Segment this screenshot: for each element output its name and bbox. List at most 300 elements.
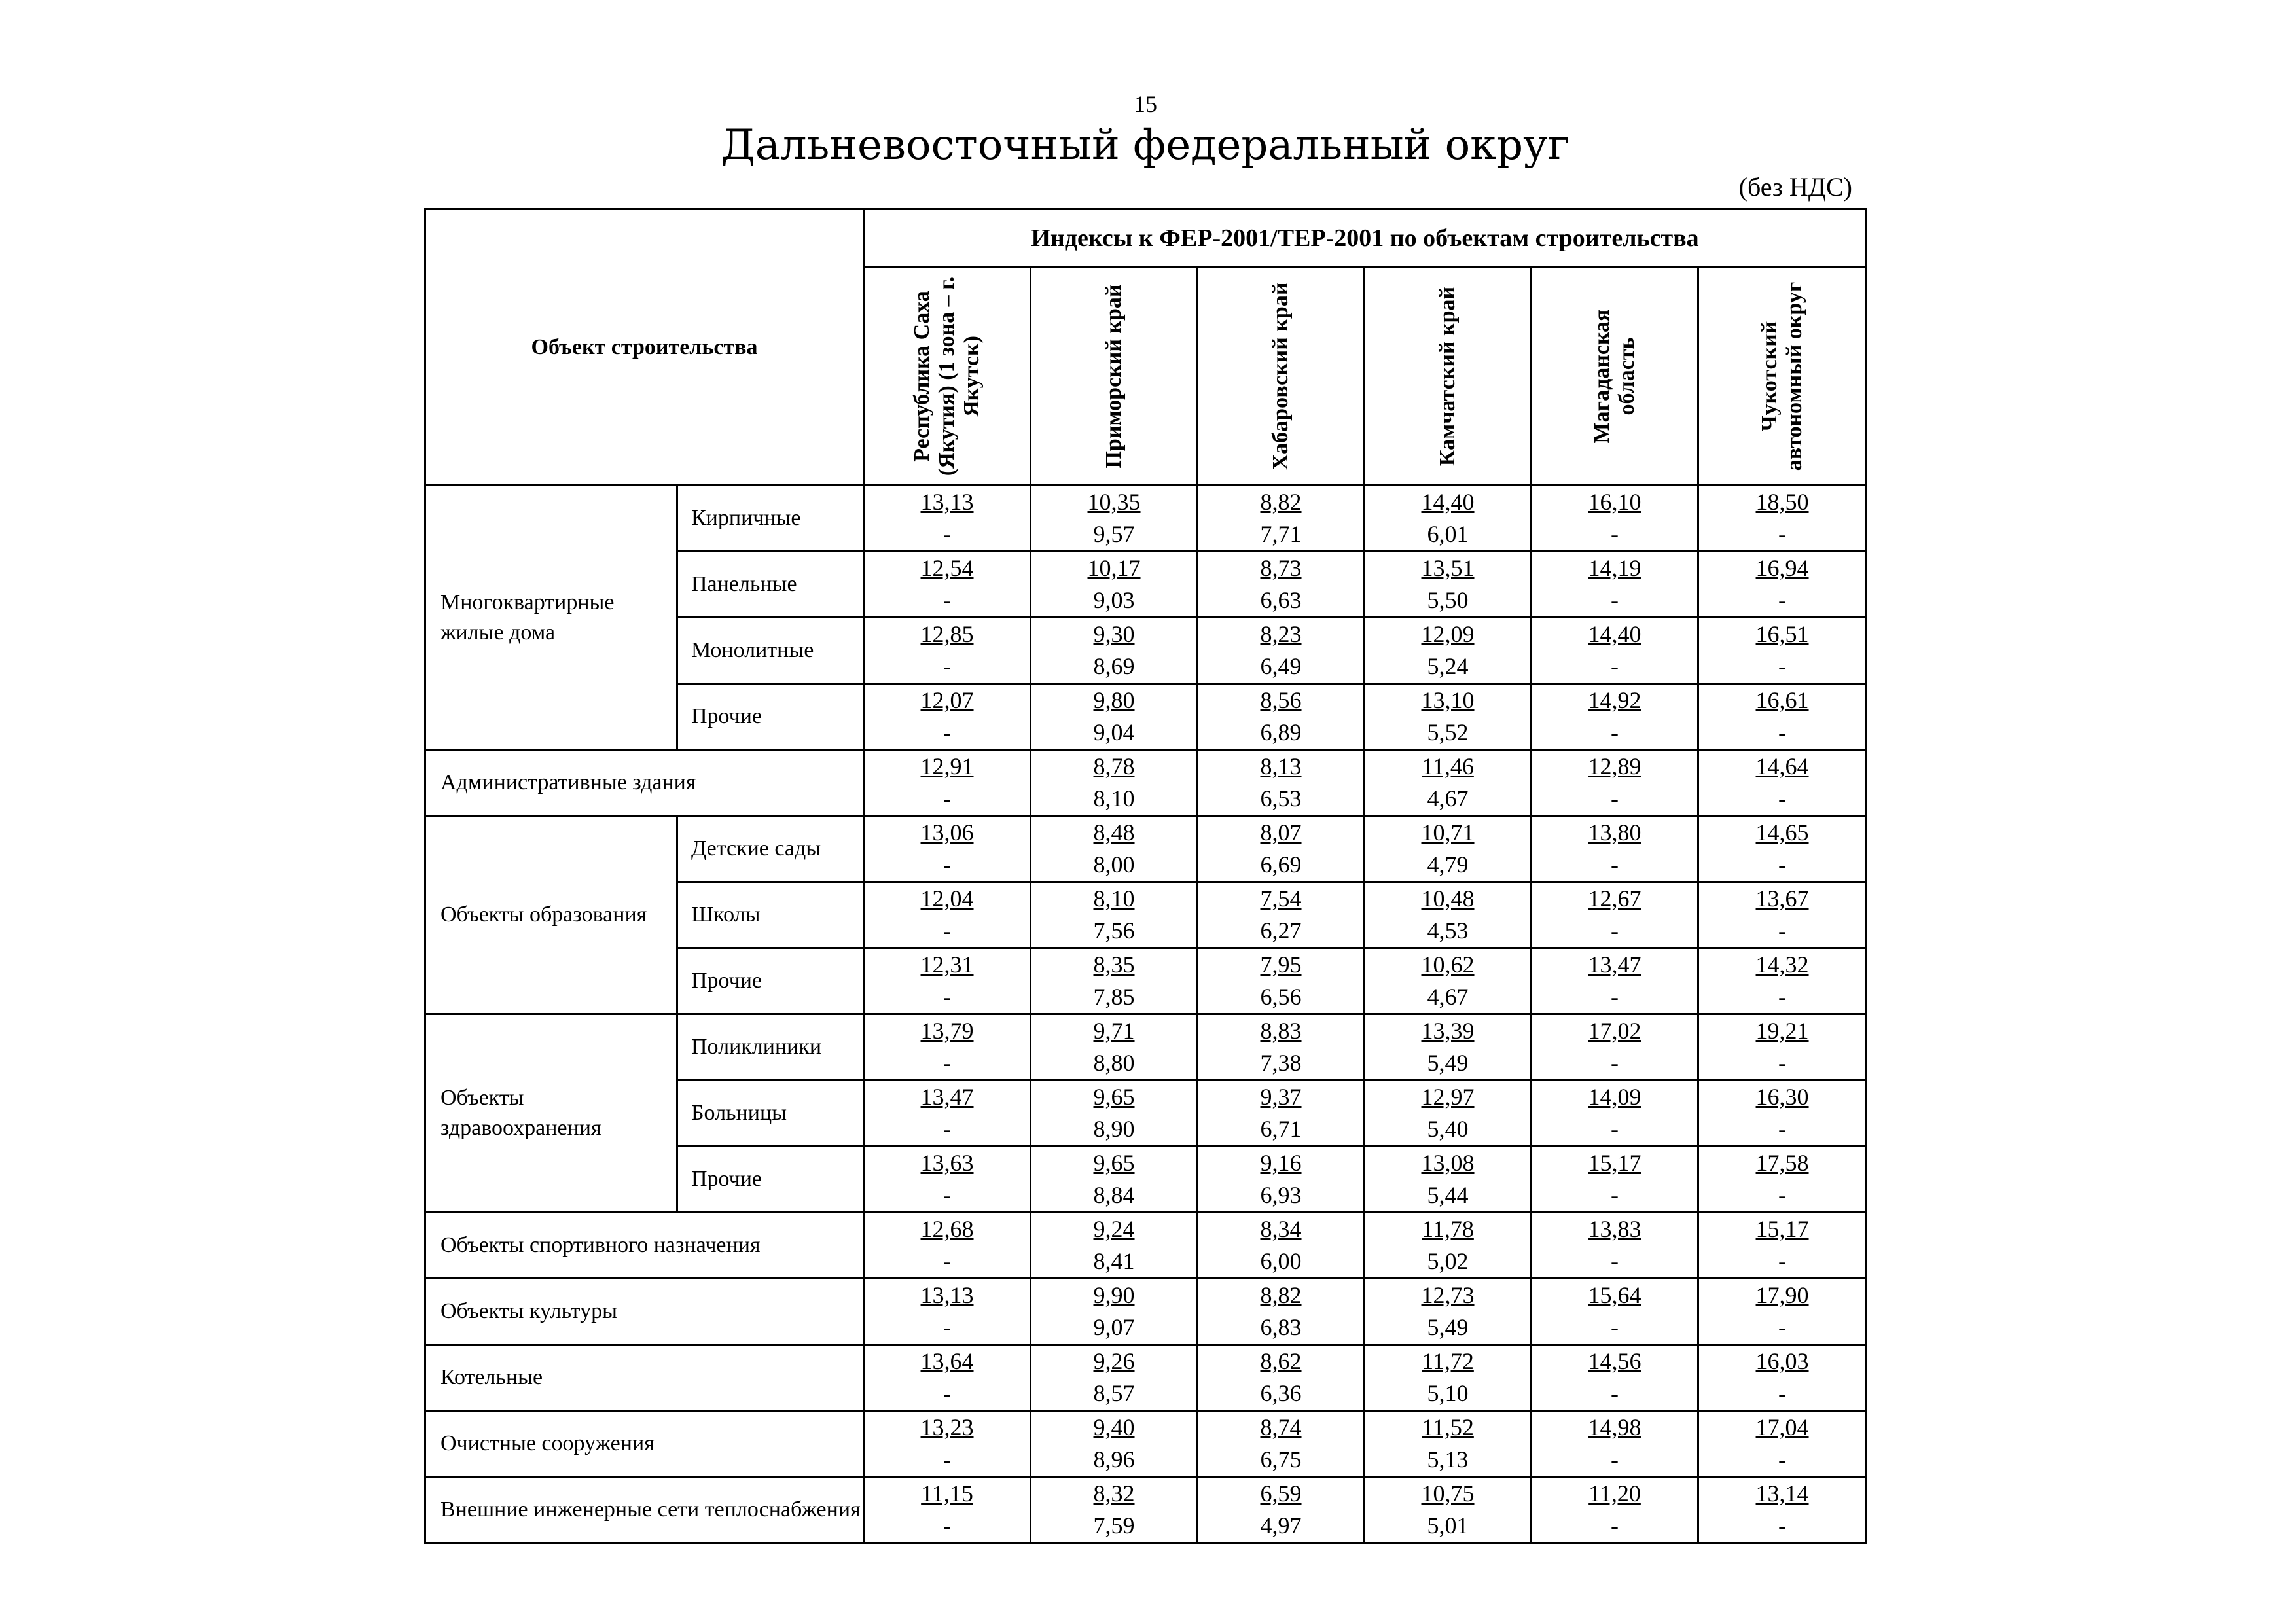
- index-value-secondary: -: [943, 1116, 952, 1142]
- index-cell: [864, 618, 1031, 684]
- index-value-secondary: -: [943, 719, 952, 745]
- index-value-primary: 17,04: [1755, 1414, 1809, 1440]
- index-value-primary: 15,17: [1755, 1216, 1809, 1242]
- index-value-primary: 13,39: [1421, 1018, 1475, 1044]
- index-value-primary: 8,73: [1260, 555, 1302, 581]
- index-value-primary: 9,24: [1093, 1216, 1135, 1242]
- index-cell: [1698, 816, 1867, 882]
- index-value-primary: 14,32: [1755, 952, 1809, 978]
- vat-note: (без НДС): [1738, 172, 1852, 202]
- index-value-primary: 17,58: [1755, 1150, 1809, 1176]
- index-value-primary: 9,65: [1093, 1084, 1135, 1110]
- index-value-primary: 11,72: [1422, 1348, 1474, 1374]
- index-value-primary: 11,15: [921, 1480, 973, 1507]
- index-cell: [864, 1213, 1031, 1279]
- index-cell: [1532, 1279, 1698, 1345]
- index-value-primary: 13,64: [920, 1348, 974, 1374]
- index-value-primary: 16,51: [1755, 621, 1809, 647]
- index-value-secondary: 5,50: [1427, 587, 1469, 613]
- index-value-primary: 13,13: [920, 489, 974, 515]
- index-value-secondary: -: [943, 1314, 952, 1340]
- index-value-secondary: -: [1611, 587, 1619, 613]
- index-value-primary: 17,90: [1755, 1282, 1809, 1308]
- index-cell: [1365, 1477, 1532, 1543]
- index-value-primary: 9,37: [1260, 1084, 1302, 1110]
- index-value-secondary: -: [943, 1050, 952, 1076]
- index-value-secondary: 4,53: [1427, 918, 1469, 944]
- index-value-primary: 14,40: [1421, 489, 1475, 515]
- index-value-secondary: -: [1611, 918, 1619, 944]
- index-value-primary: 13,08: [1421, 1150, 1475, 1176]
- page-number: 15: [1134, 91, 1157, 117]
- index-cell: [1532, 1014, 1698, 1080]
- index-cell: [864, 1014, 1031, 1080]
- index-cell: [1698, 1411, 1867, 1477]
- indices-header: Индексы к ФЕР-2001/ТЕР-2001 по объектам строительства: [864, 209, 1867, 268]
- subtype-label: Детские сады: [677, 816, 864, 882]
- index-value-secondary: -: [1778, 1050, 1787, 1076]
- index-value-primary: 8,62: [1260, 1348, 1302, 1374]
- index-cell: [1198, 816, 1365, 882]
- index-value-secondary: 5,49: [1427, 1314, 1469, 1340]
- table-row: [425, 1014, 1867, 1080]
- index-value-primary: 8,34: [1260, 1216, 1302, 1242]
- index-value-primary: 8,56: [1260, 687, 1302, 713]
- index-value-secondary: -: [1778, 1446, 1787, 1472]
- index-value-secondary: -: [943, 1182, 952, 1208]
- region-header: Приморский край: [1031, 268, 1198, 486]
- index-cell: [1532, 1345, 1698, 1411]
- index-value-primary: 12,73: [1421, 1282, 1475, 1308]
- index-cell: [1198, 1014, 1365, 1080]
- index-value-secondary: -: [1611, 1380, 1619, 1406]
- index-value-secondary: -: [1611, 1116, 1619, 1142]
- subtype-label: Монолитные: [677, 618, 864, 684]
- index-cell: [1031, 552, 1198, 618]
- index-cell: [1365, 486, 1532, 552]
- index-cell: [864, 684, 1031, 750]
- index-value-secondary: 7,85: [1093, 984, 1135, 1010]
- index-cell: [1031, 1080, 1198, 1147]
- index-value-secondary: 5,52: [1427, 719, 1469, 745]
- index-value-secondary: 8,00: [1093, 851, 1135, 878]
- index-cell: [1532, 552, 1698, 618]
- index-value-secondary: 6,27: [1260, 918, 1302, 944]
- index-value-secondary: -: [1611, 1050, 1619, 1076]
- index-value-secondary: 8,84: [1093, 1182, 1135, 1208]
- index-value-primary: 13,13: [920, 1282, 974, 1308]
- index-value-primary: 8,74: [1260, 1414, 1302, 1440]
- index-value-secondary: -: [943, 1446, 952, 1472]
- index-value-primary: 14,65: [1755, 819, 1809, 846]
- index-value-secondary: 4,79: [1427, 851, 1469, 878]
- region-header: Чукотский автономный округ: [1698, 268, 1867, 486]
- index-value-primary: 10,71: [1421, 819, 1475, 846]
- index-value-primary: 6,59: [1260, 1480, 1302, 1507]
- region-header: Хабаровский край: [1198, 268, 1365, 486]
- region-header: Камчатский край: [1365, 268, 1532, 486]
- index-cell: [1031, 816, 1198, 882]
- index-value-secondary: 9,03: [1093, 587, 1135, 613]
- index-value-primary: 12,54: [920, 555, 974, 581]
- index-cell: [1698, 1345, 1867, 1411]
- index-value-secondary: 5,40: [1427, 1116, 1469, 1142]
- index-value-secondary: -: [1778, 1248, 1787, 1274]
- index-value-secondary: -: [943, 785, 952, 812]
- index-value-primary: 7,54: [1260, 885, 1302, 912]
- index-cell: [1198, 750, 1365, 816]
- subtype-label: Школы: [677, 882, 864, 948]
- index-value-primary: 13,51: [1421, 555, 1475, 581]
- index-value-primary: 16,10: [1588, 489, 1641, 515]
- index-value-primary: 13,67: [1755, 885, 1809, 912]
- index-cell: [1532, 684, 1698, 750]
- index-value-secondary: -: [1611, 984, 1619, 1010]
- subtype-label: Прочие: [677, 1147, 864, 1213]
- index-value-secondary: -: [1611, 1446, 1619, 1472]
- index-value-secondary: 6,00: [1260, 1248, 1302, 1274]
- index-cell: [864, 750, 1031, 816]
- index-value-primary: 16,61: [1755, 687, 1809, 713]
- object-label: Очистные сооружения: [425, 1411, 864, 1477]
- index-value-secondary: 5,13: [1427, 1446, 1469, 1472]
- index-cell: [864, 1147, 1031, 1213]
- index-value-secondary: 5,02: [1427, 1248, 1469, 1274]
- index-value-primary: 8,82: [1260, 1282, 1302, 1308]
- index-cell: [1698, 1477, 1867, 1543]
- index-cell: [1198, 1477, 1365, 1543]
- index-value-primary: 13,10: [1421, 687, 1475, 713]
- index-value-secondary: 8,41: [1093, 1248, 1135, 1274]
- index-value-secondary: -: [1778, 918, 1787, 944]
- index-value-primary: 12,31: [920, 952, 974, 978]
- index-value-secondary: -: [943, 984, 952, 1010]
- object-label: Объекты спортивного назначения: [425, 1213, 864, 1279]
- index-cell: [1198, 618, 1365, 684]
- index-cell: [1698, 1279, 1867, 1345]
- index-value-secondary: -: [1778, 785, 1787, 812]
- index-cell: [864, 486, 1031, 552]
- index-value-secondary: 8,90: [1093, 1116, 1135, 1142]
- index-value-secondary: 7,59: [1093, 1512, 1135, 1539]
- index-cell: [1198, 1345, 1365, 1411]
- index-cell: [1198, 1279, 1365, 1345]
- index-cell: [1365, 948, 1532, 1014]
- index-value-primary: 13,79: [920, 1018, 974, 1044]
- index-cell: [864, 1345, 1031, 1411]
- index-cell: [864, 816, 1031, 882]
- index-value-secondary: 6,53: [1260, 785, 1302, 812]
- index-value-primary: 8,83: [1260, 1018, 1302, 1044]
- index-cell: [1031, 618, 1198, 684]
- index-value-secondary: -: [1778, 1116, 1787, 1142]
- object-label: Внешние инженерные сети теплоснабжения: [425, 1477, 864, 1543]
- index-cell: [1365, 552, 1532, 618]
- index-value-secondary: -: [1778, 653, 1787, 679]
- index-value-primary: 13,47: [920, 1084, 974, 1110]
- index-value-primary: 12,89: [1588, 753, 1641, 779]
- object-label: Котельные: [425, 1345, 864, 1411]
- index-value-secondary: -: [1778, 1512, 1787, 1539]
- index-value-secondary: 6,69: [1260, 851, 1302, 878]
- index-cell: [1198, 1411, 1365, 1477]
- index-value-primary: 10,17: [1087, 555, 1141, 581]
- index-value-secondary: -: [943, 1248, 952, 1274]
- index-value-primary: 9,30: [1093, 621, 1135, 647]
- index-value-secondary: 4,67: [1427, 785, 1469, 812]
- index-value-secondary: -: [1611, 785, 1619, 812]
- index-value-secondary: 6,36: [1260, 1380, 1302, 1406]
- index-value-secondary: 8,10: [1093, 785, 1135, 812]
- index-value-secondary: 6,75: [1260, 1446, 1302, 1472]
- index-cell: [864, 948, 1031, 1014]
- index-cell: [1198, 948, 1365, 1014]
- index-cell: [1532, 948, 1698, 1014]
- index-value-secondary: -: [1778, 1314, 1787, 1340]
- index-value-secondary: -: [943, 587, 952, 613]
- index-cell: [1031, 1014, 1198, 1080]
- index-cell: [1031, 1279, 1198, 1345]
- index-value-secondary: -: [1611, 521, 1619, 547]
- index-value-primary: 12,91: [920, 753, 974, 779]
- index-cell: [1031, 750, 1198, 816]
- index-cell: [1698, 948, 1867, 1014]
- index-value-primary: 19,21: [1755, 1018, 1809, 1044]
- index-value-secondary: 6,56: [1260, 984, 1302, 1010]
- index-value-primary: 16,30: [1755, 1084, 1809, 1110]
- index-value-primary: 13,63: [920, 1150, 974, 1176]
- index-value-secondary: 6,49: [1260, 653, 1302, 679]
- subtype-label: Панельные: [677, 552, 864, 618]
- index-value-primary: 8,10: [1093, 885, 1135, 912]
- group-label: Объекты здравоохранения: [425, 1014, 677, 1213]
- index-cell: [1365, 1147, 1532, 1213]
- index-value-primary: 14,64: [1755, 753, 1809, 779]
- subtype-label: Поликлиники: [677, 1014, 864, 1080]
- index-value-primary: 14,98: [1588, 1414, 1641, 1440]
- index-value-secondary: 6,71: [1260, 1116, 1302, 1142]
- index-value-primary: 11,46: [1422, 753, 1474, 779]
- index-cell: [1698, 618, 1867, 684]
- index-value-secondary: 7,56: [1093, 918, 1135, 944]
- index-value-primary: 10,35: [1087, 489, 1141, 515]
- index-value-primary: 10,48: [1421, 885, 1475, 912]
- index-cell: [1198, 1080, 1365, 1147]
- index-value-primary: 8,48: [1093, 819, 1135, 846]
- index-value-secondary: -: [1778, 719, 1787, 745]
- index-cell: [1532, 882, 1698, 948]
- index-value-secondary: -: [1778, 521, 1787, 547]
- subtype-label: Прочие: [677, 948, 864, 1014]
- index-value-primary: 9,90: [1093, 1282, 1135, 1308]
- index-cell: [1532, 1147, 1698, 1213]
- region-header: Республика Саха (Якутия) (1 зона – г. Якутск): [864, 268, 1031, 486]
- index-value-secondary: -: [943, 521, 952, 547]
- index-value-primary: 12,09: [1421, 621, 1475, 647]
- index-value-primary: 11,20: [1588, 1480, 1641, 1507]
- table-row: [425, 1213, 1867, 1279]
- index-cell: [1031, 948, 1198, 1014]
- index-value-primary: 8,78: [1093, 753, 1135, 779]
- table-row: [425, 486, 1867, 552]
- index-cell: [1031, 1213, 1198, 1279]
- subtype-label: Больницы: [677, 1080, 864, 1147]
- index-value-secondary: 9,07: [1093, 1314, 1135, 1340]
- index-value-primary: 10,75: [1421, 1480, 1475, 1507]
- index-value-primary: 8,13: [1260, 753, 1302, 779]
- index-cell: [1532, 1213, 1698, 1279]
- table-row: [425, 1279, 1867, 1345]
- index-value-primary: 12,97: [1421, 1084, 1475, 1110]
- index-cell: [1198, 552, 1365, 618]
- index-value-primary: 8,23: [1260, 621, 1302, 647]
- index-value-secondary: 6,89: [1260, 719, 1302, 745]
- index-value-primary: 9,71: [1093, 1018, 1135, 1044]
- index-value-primary: 11,52: [1422, 1414, 1474, 1440]
- index-value-primary: 9,40: [1093, 1414, 1135, 1440]
- index-value-primary: 13,83: [1588, 1216, 1641, 1242]
- index-value-secondary: -: [1611, 1182, 1619, 1208]
- index-cell: [1532, 1477, 1698, 1543]
- region-header: Магаданская область: [1532, 268, 1698, 486]
- index-cell: [864, 1080, 1031, 1147]
- index-value-secondary: -: [943, 1380, 952, 1406]
- index-cell: [1532, 1411, 1698, 1477]
- index-value-primary: 9,65: [1093, 1150, 1135, 1176]
- index-value-primary: 13,06: [920, 819, 974, 846]
- index-value-secondary: -: [943, 653, 952, 679]
- index-cell: [1031, 1411, 1198, 1477]
- index-cell: [1031, 1477, 1198, 1543]
- index-value-secondary: 5,49: [1427, 1050, 1469, 1076]
- index-value-secondary: -: [1611, 719, 1619, 745]
- index-cell: [1198, 486, 1365, 552]
- index-cell: [1532, 618, 1698, 684]
- index-value-secondary: 5,44: [1427, 1182, 1469, 1208]
- index-cell: [1698, 552, 1867, 618]
- index-value-primary: 12,85: [920, 621, 974, 647]
- object-label: Объекты культуры: [425, 1279, 864, 1345]
- index-value-primary: 12,04: [920, 885, 974, 912]
- index-cell: [1031, 882, 1198, 948]
- index-cell: [1198, 1147, 1365, 1213]
- page-title: Дальневосточный федеральный округ: [721, 121, 1570, 169]
- index-cell: [1365, 1213, 1532, 1279]
- index-value-secondary: 6,01: [1427, 521, 1469, 547]
- index-value-secondary: 8,80: [1093, 1050, 1135, 1076]
- index-value-secondary: -: [1611, 1314, 1619, 1340]
- index-value-secondary: -: [1778, 984, 1787, 1010]
- index-value-secondary: 8,69: [1093, 653, 1135, 679]
- index-value-primary: 18,50: [1755, 489, 1809, 515]
- index-value-secondary: 9,57: [1093, 521, 1135, 547]
- index-value-secondary: 9,04: [1093, 719, 1135, 745]
- index-value-secondary: -: [1611, 653, 1619, 679]
- index-value-primary: 16,94: [1755, 555, 1809, 581]
- index-value-secondary: -: [1611, 1248, 1619, 1274]
- index-value-primary: 13,80: [1588, 819, 1641, 846]
- index-value-secondary: 6,83: [1260, 1314, 1302, 1340]
- object-label: Административные здания: [425, 750, 864, 816]
- index-value-primary: 14,40: [1588, 621, 1641, 647]
- index-cell: [1698, 1147, 1867, 1213]
- index-value-primary: 9,16: [1260, 1150, 1302, 1176]
- table-row: [425, 816, 1867, 882]
- index-value-secondary: 7,71: [1260, 521, 1302, 547]
- index-cell: [1698, 882, 1867, 948]
- index-value-primary: 13,47: [1588, 952, 1641, 978]
- index-value-secondary: -: [1778, 851, 1787, 878]
- index-value-secondary: 8,57: [1093, 1380, 1135, 1406]
- index-cell: [1698, 1213, 1867, 1279]
- index-cell: [1698, 486, 1867, 552]
- index-value-primary: 8,82: [1260, 489, 1302, 515]
- index-value-secondary: 7,38: [1260, 1050, 1302, 1076]
- index-value-primary: 8,32: [1093, 1480, 1135, 1507]
- index-cell: [864, 552, 1031, 618]
- index-cell: [1365, 1411, 1532, 1477]
- index-cell: [1365, 1279, 1532, 1345]
- table-row: [425, 1345, 1867, 1411]
- index-value-primary: 15,64: [1588, 1282, 1641, 1308]
- table-row: [425, 1411, 1867, 1477]
- index-cell: [1031, 486, 1198, 552]
- group-label: Многоквартирные жилые дома: [425, 486, 677, 750]
- index-cell: [1365, 618, 1532, 684]
- index-cell: [1698, 684, 1867, 750]
- index-value-secondary: -: [1611, 1512, 1619, 1539]
- index-value-secondary: -: [1778, 1182, 1787, 1208]
- index-value-primary: 14,19: [1588, 555, 1641, 581]
- index-value-primary: 9,26: [1093, 1348, 1135, 1374]
- index-cell: [1365, 1014, 1532, 1080]
- index-value-primary: 14,56: [1588, 1348, 1641, 1374]
- index-cell: [864, 1477, 1031, 1543]
- index-value-secondary: -: [943, 851, 952, 878]
- index-value-secondary: -: [1778, 587, 1787, 613]
- index-cell: [1198, 882, 1365, 948]
- table-row: [425, 1477, 1867, 1543]
- index-cell: [1198, 1213, 1365, 1279]
- index-cell: [1031, 684, 1198, 750]
- index-value-secondary: 4,97: [1260, 1512, 1302, 1539]
- index-value-primary: 13,14: [1755, 1480, 1809, 1507]
- index-value-primary: 8,35: [1093, 952, 1135, 978]
- index-value-secondary: 6,63: [1260, 587, 1302, 613]
- index-cell: [1031, 1345, 1198, 1411]
- index-value-secondary: 4,67: [1427, 984, 1469, 1010]
- index-cell: [1365, 882, 1532, 948]
- index-cell: [1198, 684, 1365, 750]
- index-cell: [1365, 816, 1532, 882]
- index-value-primary: 12,07: [920, 687, 974, 713]
- index-value-primary: 10,62: [1421, 952, 1475, 978]
- index-value-primary: 12,67: [1588, 885, 1641, 912]
- indices-table: [424, 208, 1867, 1544]
- index-cell: [864, 1411, 1031, 1477]
- index-value-secondary: 6,93: [1260, 1182, 1302, 1208]
- index-value-secondary: 5,10: [1427, 1380, 1469, 1406]
- index-value-primary: 16,03: [1755, 1348, 1809, 1374]
- index-cell: [1532, 750, 1698, 816]
- index-cell: [1698, 750, 1867, 816]
- index-cell: [1031, 1147, 1198, 1213]
- index-value-primary: 12,68: [920, 1216, 974, 1242]
- index-value-secondary: -: [1778, 1380, 1787, 1406]
- index-value-secondary: 5,24: [1427, 653, 1469, 679]
- index-cell: [1365, 1345, 1532, 1411]
- index-value-primary: 11,78: [1422, 1216, 1474, 1242]
